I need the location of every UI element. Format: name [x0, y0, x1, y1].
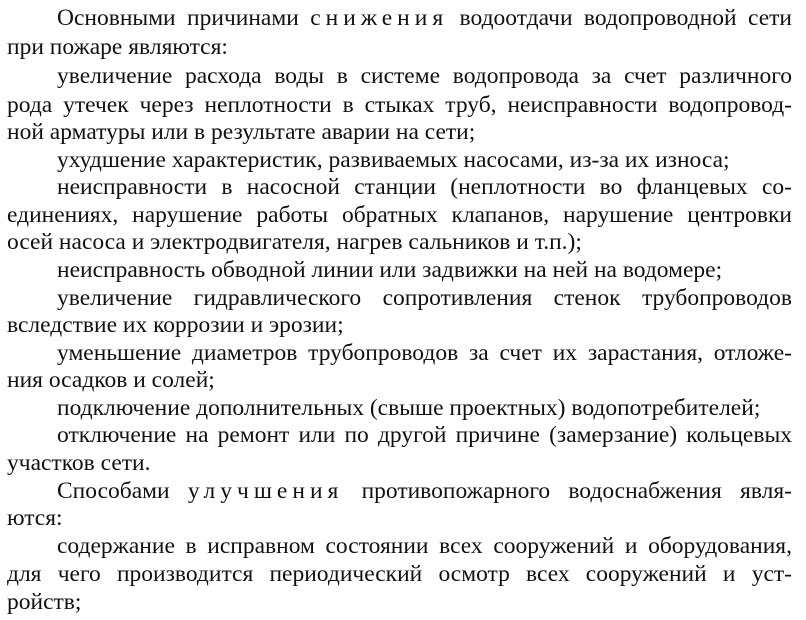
text-line: для чего производится периодический осмотр всех сооружений и уст-: [7, 561, 792, 587]
text-line: осей насоса и электродвигателя, нагрев сальников и т.п.);: [7, 229, 582, 255]
text-line: подключение дополнительных (свыше проектных) водопотребителей;: [57, 395, 761, 421]
text-line: содержание в исправном состоянии всех сооружений и оборудования,: [57, 533, 792, 559]
text-line: ния осадков и солей;: [7, 367, 215, 393]
spaced-emphasis: снижения: [310, 5, 449, 31]
text-line: участков сети.: [7, 450, 151, 476]
text-line: вследствие их коррозии и эрозии;: [7, 312, 344, 338]
text-line: Способами улучшения противопожарного водоснабжения явля-: [57, 478, 792, 504]
text-line: увеличение гидравлического сопротивления стенок трубопроводов: [57, 285, 792, 311]
text-line: ной арматуры или в результате аварии на сети;: [7, 119, 476, 145]
text-line: неисправности в насосной станции (неплотности во фланцевых со-: [57, 174, 792, 200]
text-line: увеличение расхода воды в системе водопровода за счет различного: [57, 63, 792, 89]
text-line: Основными причинами снижения водоотдачи водопроводной сети: [57, 5, 793, 31]
text-line: при пожаре являются:: [7, 34, 228, 60]
text-line: уменьшение диаметров трубопроводов за счет их зарастания, отложе-: [57, 340, 792, 366]
text-line: ройств;: [7, 589, 82, 615]
text-line: отключение на ремонт или по другой причине (замерзание) кольцевых: [57, 422, 792, 448]
spaced-emphasis: улучшения: [187, 478, 344, 504]
text-line: рода утечек через неплотности в стыках труб, неисправности водопровод-: [7, 92, 792, 118]
text-line: неисправность обводной линии или задвижки на ней на водомере;: [57, 257, 723, 283]
text-line: ухудшение характеристик, развиваемых насосами, из-за их износа;: [57, 147, 730, 173]
text-line: ются:: [7, 505, 63, 531]
text-line: единениях, нарушение работы обратных клапанов, нарушение центровки: [7, 202, 792, 228]
